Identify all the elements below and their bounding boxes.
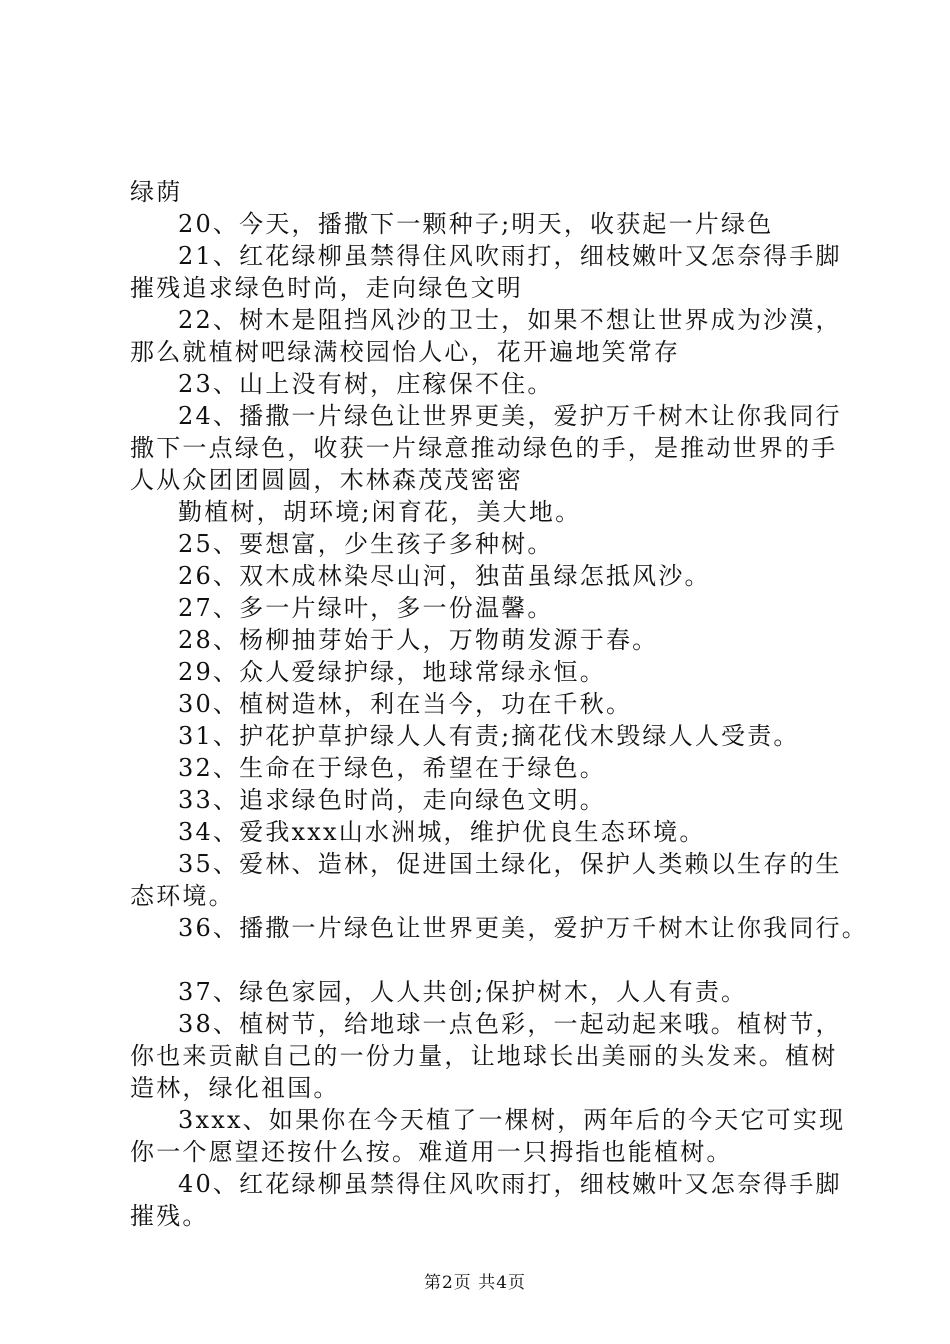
text-line: 33、追求绿色时尚，走向绿色文明。 [178, 786, 606, 814]
text-line: 造林，绿化祖国。 [130, 1074, 340, 1102]
text-line: 32、生命在于绿色，希望在于绿色。 [178, 754, 606, 782]
text-line: 35、爱林、造林，促进国土绿化，保护人类赖以生存的生 [178, 850, 842, 878]
text-line: 24、播撒一片绿色让世界更美，爱护万千树木让你我同行 [178, 402, 842, 430]
text-line: 26、双木成林染尽山河，独苗虽绿怎抵风沙。 [178, 562, 711, 590]
text-line: 摧残追求绿色时尚，走向绿色文明 [130, 274, 523, 302]
text-line: 40、红花绿柳虽禁得住风吹雨打，细枝嫩叶又怎奈得手脚 [178, 1170, 842, 1198]
text-line: 绿荫 [130, 178, 183, 206]
text-line: 30、植树造林，利在当今，功在千秋。 [178, 690, 633, 718]
text-line: 摧残。 [130, 1202, 209, 1230]
text-line: 28、杨柳抽芽始于人，万物萌发源于春。 [178, 626, 659, 654]
text-line: 31、护花护草护绿人人有责;摘花伐木毁绿人人受责。 [178, 722, 800, 750]
text-line: 29、众人爱绿护绿，地球常绿永恒。 [178, 658, 606, 686]
text-line: 勤植树，胡环境;闲育花，美大地。 [178, 498, 582, 526]
text-line: 3xxx、如果你在今天植了一棵树，两年后的今天它可实现 [178, 1106, 846, 1134]
text-line: 21、红花绿柳虽禁得住风吹雨打，细枝嫩叶又怎奈得手脚 [178, 242, 842, 270]
text-line: 你一个愿望还按什么按。难道用一只拇指也能植树。 [130, 1138, 733, 1166]
text-line: 那么就植树吧绿满校园怡人心，花开遍地笑常存 [130, 338, 681, 366]
text-line: 25、要想富，少生孩子多种树。 [178, 530, 554, 558]
text-line: 38、植树节，给地球一点色彩，一起动起来哦。植树节， [178, 1010, 842, 1038]
text-line: 37、绿色家园，人人共创;保护树木，人人有责。 [178, 978, 748, 1006]
text-line: 22、树木是阻挡风沙的卫士，如果不想让世界成为沙漠， [178, 306, 842, 334]
page-number-footer: 第2页 共4页 [423, 1273, 527, 1293]
text-line: 你也来贡献自己的一份力量，让地球长出美丽的头发来。植树 [130, 1042, 838, 1070]
text-line: 34、爱我xxx山水洲城，维护优良生态环境。 [178, 818, 706, 846]
text-line: 27、多一片绿叶，多一份温馨。 [178, 594, 554, 622]
text-line: 态环境。 [130, 882, 235, 910]
text-line: 20、今天，播撒下一颗种子;明天，收获起一片绿色 [178, 210, 774, 238]
text-line: 36、播撒一片绿色让世界更美，爱护万千树木让你我同行。 [178, 914, 868, 942]
text-line: 23、山上没有树，庄稼保不住。 [178, 370, 554, 398]
text-line: 撒下一点绿色，收获一片绿意推动绿色的手，是推动世界的手 [130, 434, 838, 462]
text-line: 人从众团团圆圆，木林森茂茂密密 [130, 466, 523, 494]
